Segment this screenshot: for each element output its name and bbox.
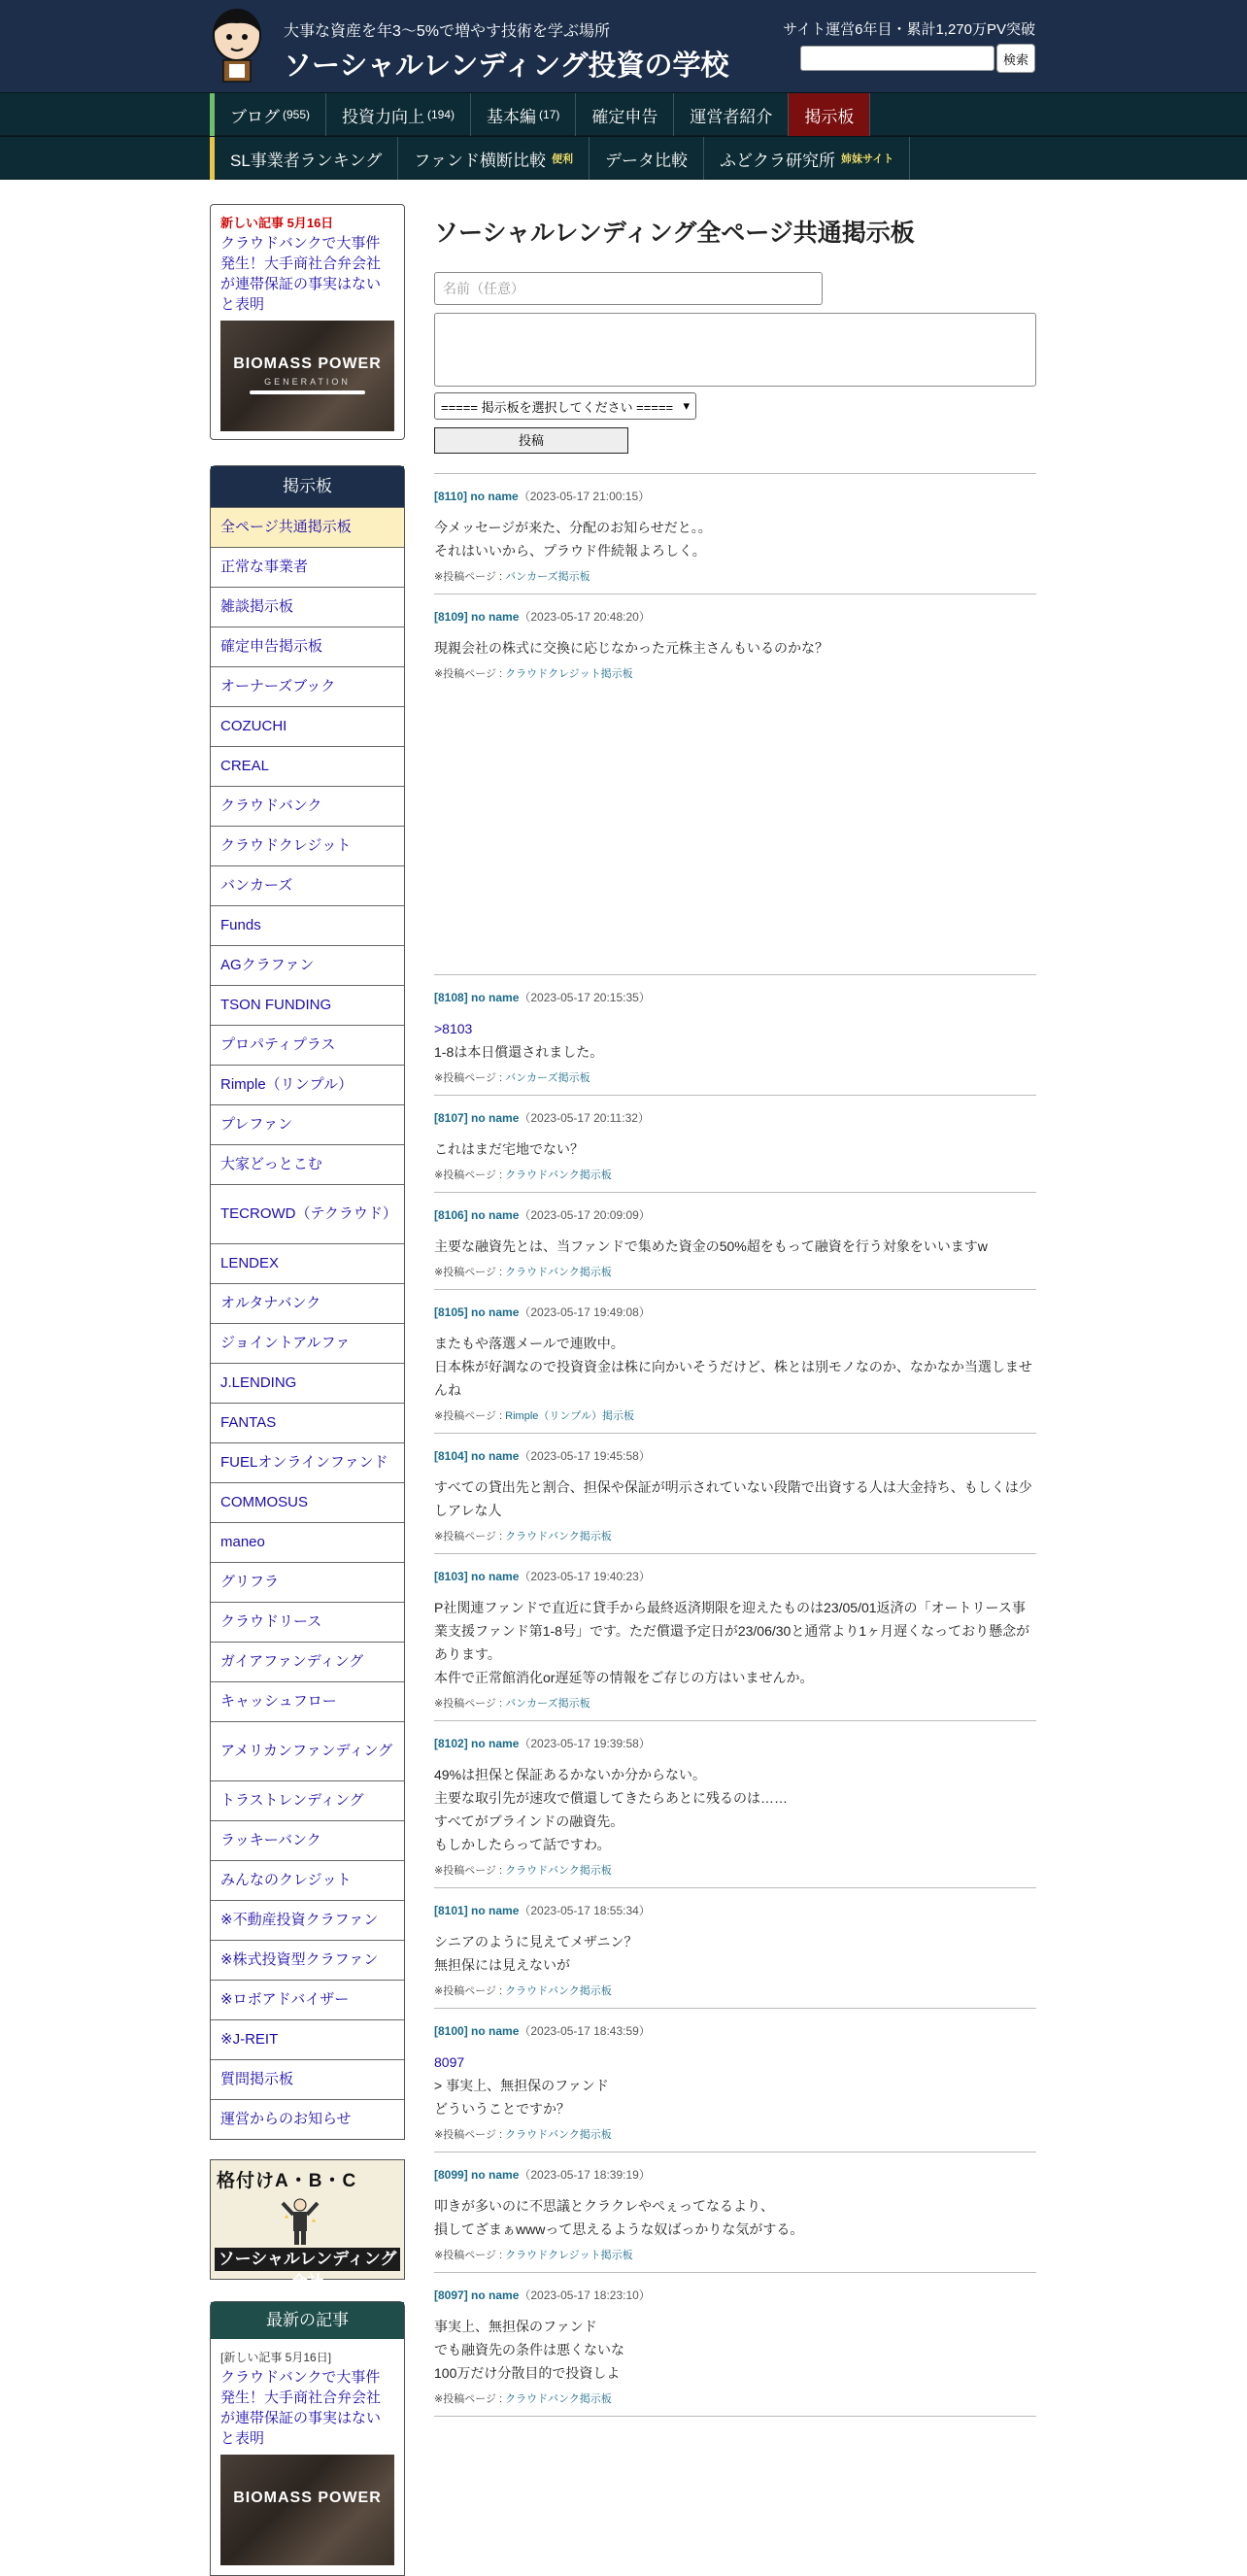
sidebar-board-item[interactable]: 大家どっとこむ — [211, 1144, 404, 1184]
board-menu-title: 掲示板 — [211, 466, 404, 507]
sidebar-board-item[interactable]: ラッキーバンク — [211, 1820, 404, 1860]
sidebar-board-item[interactable]: グリフラ — [211, 1562, 404, 1602]
sidebar-board-item[interactable]: キャッシュフロー — [211, 1681, 404, 1721]
post-text: 事実上、無担保のファンド でも融資先の条件は悪くないな 100万だけ分散目的で投資しよ — [434, 2319, 624, 2381]
post-page-label: ※投稿ページ : — [434, 1267, 506, 1278]
post-item — [434, 1096, 1036, 1193]
post-page-link[interactable]: クラウドバンク掲示板 — [505, 1865, 612, 1877]
latest-articles-title: 最新の記事 — [211, 2302, 404, 2339]
post-text: すべての貸出先と割合、担保や保証が明示されていない段階で出資する人は大金持ち、もしくは少しアレな人 — [434, 1479, 1032, 1518]
post-author: no name — [471, 1737, 520, 1750]
post-text: P社関連ファンドで直近に貸手から最終返済期限を迎えたものは23/05/01返済の「オートリース事業支援ファンド第1-8号」です。ただ償還予定日が23/06/30と通常より1ヶ月遅くなっており懸念があります。 本件で正常館消化or遅延等の情報をご存じの方はいませんか。 — [434, 1600, 1030, 1685]
post-body — [434, 1332, 1036, 1402]
post-page-link[interactable]: クラウドバンク掲示板 — [505, 2129, 612, 2141]
post-page-label: ※投稿ページ : — [434, 1865, 506, 1877]
post-page-link[interactable]: クラウドクレジット掲示板 — [505, 2250, 633, 2261]
post-id[interactable]: [8108] — [434, 991, 468, 1004]
post-date: （2023-05-17 18:23:10） — [519, 2288, 651, 2302]
post-id[interactable]: [8109] — [434, 610, 468, 624]
sidebar-board-item[interactable]: 雑談掲示板 — [211, 587, 404, 627]
latest-article-date: [新しい記事 5月16日] — [220, 2351, 332, 2364]
post-page-link[interactable]: クラウドバンク掲示板 — [505, 1267, 612, 1278]
search-input[interactable] — [800, 46, 994, 71]
post-text: 主要な融資先とは、当ファンドで集めた資金の50%超をもって融資を行う対象をいいますw — [434, 1238, 988, 1254]
post-header — [434, 1735, 1036, 1751]
search-button[interactable]: 検索 — [996, 44, 1035, 73]
nav-blog[interactable] — [215, 93, 326, 136]
latest-articles — [210, 2301, 405, 2576]
post-text: 叩きが多いのに不思議とクラクレやぺぇってなるより、 損してざまぁwwwって思えるような奴ばっかりな気がする。 — [434, 2198, 804, 2237]
sidebar-board-item[interactable]: ※ロボアドバイザー — [211, 1980, 404, 2019]
post-header — [434, 2022, 1036, 2039]
sidebar-board-item[interactable]: TSON FUNDING — [211, 985, 404, 1025]
post-item — [434, 1193, 1036, 1290]
sidebar-board-item[interactable]: みんなのクレジット — [211, 1860, 404, 1900]
post-body — [434, 1235, 1036, 1258]
sidebar-board-item[interactable]: クラウドリース — [211, 1602, 404, 1642]
post-author: no name — [470, 490, 519, 503]
post-author: no name — [471, 1208, 520, 1222]
rating-banner[interactable] — [210, 2159, 405, 2291]
post-header — [434, 608, 1036, 625]
post-date: （2023-05-17 19:40:23） — [519, 1570, 651, 1583]
post-header — [434, 1206, 1036, 1223]
post-page-link[interactable]: Rimple（リンプル）掲示板 — [505, 1410, 634, 1422]
post-text: シニアのように見えてメザニン？ 無担保には見えないが — [434, 1934, 638, 1973]
post-author: no name — [471, 1570, 520, 1583]
post-date: （2023-05-17 18:55:34） — [519, 1904, 651, 1917]
post-date: （2023-05-17 19:39:58） — [519, 1737, 651, 1750]
post-author: no name — [471, 1305, 520, 1319]
post-body — [434, 1137, 1036, 1161]
nav-label: 投資力向上 — [342, 107, 425, 126]
sidebar-board-item[interactable]: トラストレンディング — [211, 1780, 404, 1820]
post-author: no name — [471, 2288, 520, 2302]
latest-article-thumbnail[interactable] — [220, 2455, 394, 2565]
sidebar-board-item[interactable]: ※J-REIT — [211, 2019, 404, 2059]
post-footer — [434, 1528, 1036, 1543]
post-header — [434, 1902, 1036, 1918]
post-reply-link[interactable]: 8097 — [434, 2054, 465, 2070]
post-author: no name — [471, 2168, 520, 2182]
post-body — [434, 1763, 1036, 1856]
post-footer — [434, 1264, 1036, 1279]
post-item — [434, 1888, 1036, 2009]
new-post-card[interactable] — [210, 204, 405, 440]
post-page-link[interactable]: クラウドクレジット掲示板 — [505, 668, 633, 680]
sidebar-board-item[interactable]: 全ページ共通掲示板 — [211, 507, 404, 547]
post-id[interactable]: [8100] — [434, 2024, 468, 2038]
post-id[interactable]: [8101] — [434, 1904, 468, 1917]
post-body — [434, 2051, 1036, 2120]
nav-label: ファンド横断比較 — [414, 151, 546, 170]
banner-caption: ソーシャルレンディング会社 — [215, 2248, 400, 2271]
post-page-label: ※投稿ページ : — [434, 668, 506, 680]
post-page-label: ※投稿ページ : — [434, 2250, 506, 2261]
post-item — [434, 1434, 1036, 1554]
post-button[interactable]: 投稿 — [434, 427, 628, 454]
post-text: > 事実上、無担保のファンド どういうことですか？ — [434, 2078, 609, 2117]
sidebar-board-item[interactable]: クラウドバンク — [211, 786, 404, 826]
sidebar-board-item[interactable]: AGクラファン — [211, 945, 404, 985]
businessman-icon — [281, 2197, 320, 2246]
post-date: （2023-05-17 19:49:08） — [519, 1305, 651, 1319]
nav-label: ブログ — [230, 107, 280, 126]
nav-count: (17) — [539, 108, 560, 121]
nav-tag: 姉妹サイト — [840, 153, 894, 165]
post-page-link[interactable]: クラウドバンク掲示板 — [505, 1169, 612, 1181]
thumb-title: BIOMASS POWER — [233, 356, 382, 372]
name-field[interactable]: 名前（任意） — [434, 272, 823, 305]
sidebar-board-item[interactable]: LENDEX — [211, 1243, 404, 1283]
post-body — [434, 1017, 1036, 1064]
nav-board[interactable] — [789, 93, 870, 136]
post-page-link[interactable]: クラウドバンク掲示板 — [505, 1531, 612, 1542]
sidebar-board-item[interactable]: maneo — [211, 1522, 404, 1562]
post-footer — [434, 1069, 1036, 1085]
post-date: （2023-05-17 20:48:20） — [519, 610, 651, 624]
sidebar-board-item[interactable]: Funds — [211, 905, 404, 945]
post-footer — [434, 2390, 1036, 2406]
sidebar-board-item[interactable]: TECROWD（テクラウド） — [211, 1184, 404, 1243]
post-footer — [434, 1695, 1036, 1711]
sidebar-board-item[interactable]: アメリカンファンディング — [211, 1721, 404, 1780]
post-item — [434, 975, 1036, 1096]
nav-ranking[interactable] — [215, 137, 398, 180]
thumb-subtitle: GENERATION — [264, 377, 351, 387]
nav-label: データ比較 — [604, 151, 688, 170]
nav-label: 基本編 — [487, 107, 537, 126]
post-body — [434, 516, 1036, 562]
post-page-label: ※投稿ページ : — [434, 1698, 506, 1710]
post-footer — [434, 1983, 1036, 1998]
post-header — [434, 1568, 1036, 1584]
post-date: （2023-05-17 18:39:19） — [519, 2168, 651, 2182]
post-body — [434, 1475, 1036, 1522]
post-text: 今メッセージが来た、分配のお知らせだと。。 それはいいから、プラウド件続報よろしく。 — [434, 520, 712, 559]
post-body — [434, 1596, 1036, 1689]
post-text: これはまだ宅地でない？ — [434, 1141, 584, 1157]
post-header — [434, 488, 1036, 504]
sidebar-board-item[interactable]: CREAL — [211, 746, 404, 786]
post-body — [434, 2315, 1036, 2385]
post-list — [434, 473, 1036, 2417]
post-page-label: ※投稿ページ : — [434, 2393, 506, 2405]
nav-tag: 便利 — [551, 153, 573, 165]
latest-article-link[interactable]: クラウドバンクで大事件発生！大手商社合弁会社が連帯保証の事実はないと表明 — [220, 2369, 382, 2447]
post-header — [434, 989, 1036, 1005]
nav-fudokura-lab[interactable] — [704, 137, 910, 180]
post-item — [434, 594, 1036, 975]
sidebar-board-item[interactable]: J.LENDING — [211, 1363, 404, 1403]
sidebar-board-item[interactable]: クラウドクレジット — [211, 826, 404, 865]
nav-label: SL事業者ランキング — [230, 151, 383, 170]
post-text: 49%は担保と保証あるかないか分からない。 主要な取引先が速攻で償還してきたらあとに残るのは…… すべてがブラインドの融資先。 もしかしたらって話ですわ。 — [434, 1767, 788, 1852]
post-page-label: ※投稿ページ : — [434, 571, 506, 583]
nav-fund-compare[interactable] — [398, 137, 590, 180]
post-body — [434, 636, 1036, 660]
post-date: （2023-05-17 18:43:59） — [519, 2024, 651, 2038]
sidebar-board-item[interactable]: FANTAS — [211, 1403, 404, 1442]
post-footer — [434, 2247, 1036, 2262]
board-menu — [210, 465, 405, 2140]
post-reply-link[interactable]: >8103 — [434, 1021, 473, 1036]
banner-headline: 格付けA・B・C — [217, 2171, 357, 2191]
sidebar-board-item[interactable]: プロパティプラス — [211, 1025, 404, 1065]
post-date: （2023-05-17 21:00:15） — [518, 490, 651, 503]
new-post-thumbnail[interactable] — [220, 321, 394, 431]
sidebar-board-item[interactable]: ジョイントアルファ — [211, 1323, 404, 1363]
post-item — [434, 1290, 1036, 1434]
sidebar-board-item[interactable]: ※不動産投資クラファン — [211, 1900, 404, 1940]
nav-count: (955) — [283, 108, 311, 121]
nav-data-compare[interactable] — [590, 137, 704, 180]
sidebar-board-item[interactable]: FUELオンラインファンド — [211, 1442, 404, 1482]
post-header — [434, 1304, 1036, 1320]
post-id[interactable]: [8103] — [434, 1570, 468, 1583]
thumb-title: BIOMASS POWER — [233, 2490, 382, 2506]
site-title[interactable]: ソーシャルレンディング投資の学校 — [284, 51, 729, 82]
post-header — [434, 2287, 1036, 2303]
nav-label: 運営者紹介 — [690, 107, 773, 126]
nav-label: 確定申告 — [591, 107, 658, 126]
post-page-link[interactable]: バンカーズ掲示板 — [505, 571, 590, 583]
post-author: no name — [471, 1111, 520, 1125]
post-id[interactable]: [8110] — [434, 490, 468, 503]
site-stats: サイト運営6年目・累計1,270万PV突破 — [783, 21, 1035, 38]
page-title: ソーシャルレンディング全ページ共通掲示板 — [434, 220, 915, 247]
post-author: no name — [471, 991, 520, 1004]
post-item — [434, 474, 1036, 594]
post-page-label: ※投稿ページ : — [434, 2129, 506, 2141]
sidebar-board-item[interactable]: 確定申告掲示板 — [211, 627, 404, 666]
sidebar-board-item[interactable]: 運営からのお知らせ — [211, 2099, 404, 2139]
post-footer — [434, 1862, 1036, 1878]
sidebar-board-item[interactable]: プレファン — [211, 1104, 404, 1144]
post-header — [434, 2166, 1036, 2183]
chevron-down-icon: ▾ — [683, 398, 690, 413]
post-author: no name — [471, 610, 520, 624]
post-header — [434, 1447, 1036, 1464]
main-content — [434, 204, 1036, 2417]
board-select[interactable] — [434, 392, 696, 420]
sidebar-board-item[interactable]: 質問掲示板 — [211, 2059, 404, 2099]
new-post-label: 新しい記事 5月16日 — [220, 216, 334, 230]
post-page-link[interactable]: バンカーズ掲示板 — [505, 1072, 590, 1084]
post-date: （2023-05-17 20:09:09） — [519, 1208, 651, 1222]
main-nav — [0, 92, 1247, 136]
post-item — [434, 1554, 1036, 1721]
nav-label: ふどクラ研究所 — [719, 151, 835, 170]
post-footer — [434, 568, 1036, 584]
thumb-bar — [250, 390, 365, 394]
post-author: no name — [471, 1449, 520, 1463]
post-page-label: ※投稿ページ : — [434, 1410, 506, 1422]
post-date: （2023-05-17 19:45:58） — [519, 1449, 651, 1463]
post-id[interactable]: [8106] — [434, 1208, 468, 1222]
post-footer — [434, 1407, 1036, 1423]
nav-basics[interactable] — [471, 93, 576, 136]
post-body — [434, 1930, 1036, 1977]
post-footer — [434, 1167, 1036, 1182]
post-page-link[interactable]: クラウドバンク掲示板 — [505, 1985, 612, 1997]
sub-nav — [0, 136, 1247, 180]
post-footer — [434, 2126, 1036, 2142]
post-date: （2023-05-17 20:11:32） — [519, 1111, 650, 1125]
post-id[interactable]: [8097] — [434, 2288, 468, 2302]
sidebar — [210, 204, 405, 2576]
post-item — [434, 1721, 1036, 1888]
sidebar-board-item[interactable]: Rimple（リンプル） — [211, 1065, 404, 1104]
post-author: no name — [471, 2024, 520, 2038]
sidebar-board-item[interactable]: ※株式投資型クラファン — [211, 1940, 404, 1980]
board-select-value: ===== 掲示板を選択してください ===== — [441, 399, 674, 415]
message-textarea[interactable] — [434, 313, 1036, 387]
sidebar-board-item[interactable]: COMMOSUS — [211, 1482, 404, 1522]
post-page-link[interactable]: バンカーズ掲示板 — [505, 1698, 590, 1710]
mascot-logo-icon[interactable] — [210, 8, 264, 84]
sidebar-board-item[interactable]: バンカーズ — [211, 865, 404, 905]
post-id[interactable]: [8099] — [434, 2168, 468, 2182]
post-text: 1-8は本日償還されました。 — [434, 1044, 604, 1060]
post-id[interactable]: [8104] — [434, 1449, 468, 1463]
new-post-link[interactable]: クラウドバンクで大事件発生！大手商社合弁会社が連帯保証の事実はないと表明 — [220, 235, 382, 313]
post-id[interactable]: [8107] — [434, 1111, 468, 1125]
sidebar-board-item[interactable]: 正常な事業者 — [211, 547, 404, 587]
nav-tax-return[interactable] — [576, 93, 674, 136]
nav-count: (194) — [427, 108, 455, 121]
nav-label: 掲示板 — [804, 107, 855, 126]
post-author: no name — [471, 1904, 520, 1917]
post-id[interactable]: [8102] — [434, 1737, 468, 1750]
post-footer — [434, 665, 1036, 681]
post-text: 現親会社の株式に交換に応じなかった元株主さんもいるのかな？ — [434, 640, 828, 656]
post-page-label: ※投稿ページ : — [434, 1072, 506, 1084]
post-page-link[interactable]: クラウドバンク掲示板 — [505, 2393, 612, 2405]
post-item — [434, 2009, 1036, 2152]
post-text: またもや落選メールで連敗中。 日本株が好調なので投資資金は株に向かいそうだけど、株とは別モノなのか、なかなか当選しませんね — [434, 1336, 1032, 1398]
sidebar-board-item[interactable]: オルタナバンク — [211, 1283, 404, 1323]
nav-investment-skill[interactable] — [326, 93, 471, 136]
post-page-label: ※投稿ページ : — [434, 1985, 506, 1997]
post-header — [434, 1109, 1036, 1126]
post-item — [434, 2273, 1036, 2417]
post-item — [434, 2152, 1036, 2273]
site-tagline: 大事な資産を年3～5%で増やす技術を学ぶ場所 — [284, 23, 611, 40]
post-id[interactable]: [8105] — [434, 1305, 468, 1319]
post-date: （2023-05-17 20:15:35） — [519, 991, 651, 1004]
post-page-label: ※投稿ページ : — [434, 1169, 506, 1181]
post-body — [434, 2194, 1036, 2241]
nav-operator[interactable] — [674, 93, 789, 136]
post-page-label: ※投稿ページ : — [434, 1531, 506, 1542]
ad-space — [434, 681, 1036, 965]
sidebar-board-item[interactable]: オーナーズブック — [211, 666, 404, 706]
sidebar-board-item[interactable]: ガイアファンディング — [211, 1642, 404, 1681]
site-header — [0, 0, 1247, 92]
sidebar-board-item[interactable]: COZUCHI — [211, 706, 404, 746]
